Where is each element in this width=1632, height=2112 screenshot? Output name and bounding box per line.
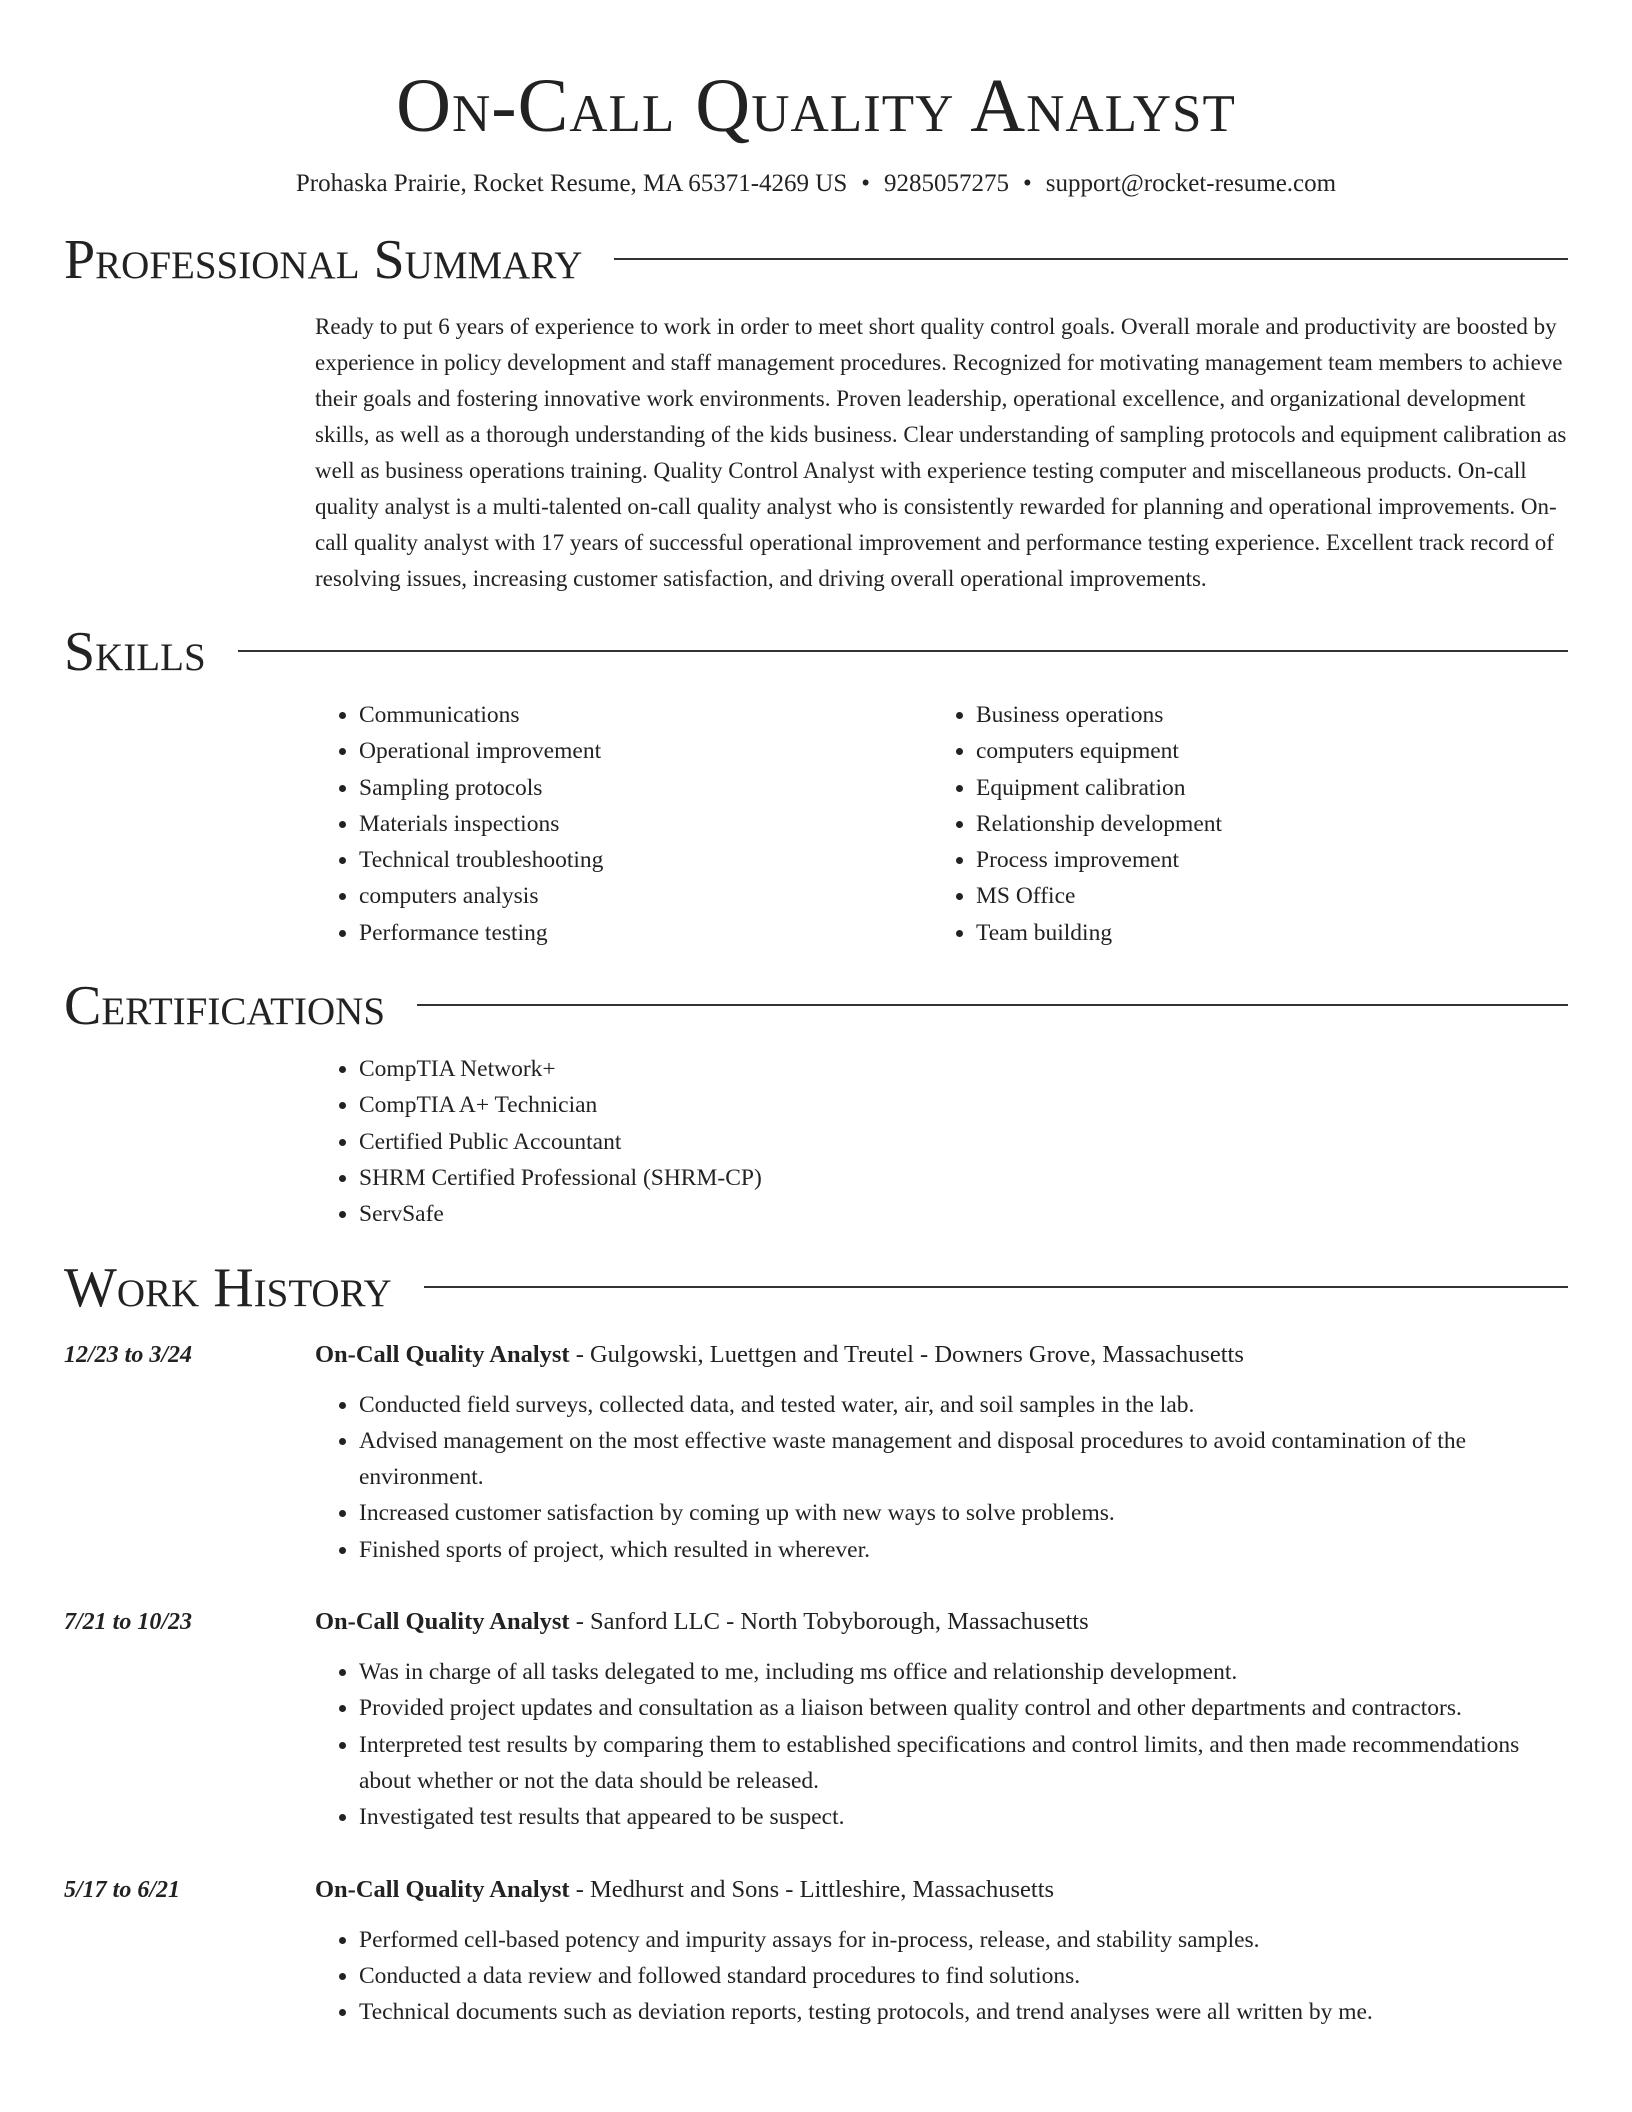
certifications-header xyxy=(64,971,1568,1041)
list-item: • Process improvement xyxy=(976,842,1549,878)
summary-header xyxy=(64,225,1568,295)
list-item: • Operational improvement xyxy=(359,733,932,769)
summary-section xyxy=(64,225,1568,597)
list-item: • CompTIA Network+ xyxy=(359,1051,1568,1087)
job-entry xyxy=(64,1604,1568,1835)
section-divider xyxy=(424,1286,1568,1288)
list-item: • SHRM Certified Professional (SHRM-CP) xyxy=(359,1160,1568,1196)
job-bullets xyxy=(315,1922,1568,2031)
section-divider xyxy=(614,258,1568,260)
job-role: On-Call Quality Analyst xyxy=(315,1608,570,1636)
contact-separator: • xyxy=(861,170,871,197)
skills-body xyxy=(315,697,1568,951)
skills-header xyxy=(64,617,1568,687)
work-heading: Work History xyxy=(64,1256,392,1319)
job-employer: - Gulgowski, Luettgen and Treutel - Downers Grove, Massachusetts xyxy=(569,1340,1244,1368)
list-item: • Materials inspections xyxy=(359,806,932,842)
job-role: On-Call Quality Analyst xyxy=(315,1875,570,1903)
list-item: • CompTIA A+ Technician xyxy=(359,1087,1568,1123)
list-item: • Communications xyxy=(359,697,932,733)
list-item: • Certified Public Accountant xyxy=(359,1124,1568,1160)
list-item: • Sampling protocols xyxy=(359,770,932,806)
list-item: • Investigated test results that appeared to be suspect. xyxy=(359,1799,1568,1835)
list-item: • Performed cell-based potency and impurity assays for in-process, release, and stability samples. xyxy=(359,1922,1568,1958)
job-heading xyxy=(315,1604,1568,1640)
list-item: • Advised management on the most effective waste management and disposal procedures to avoid contamination of the environment. xyxy=(359,1423,1568,1496)
work-jobs xyxy=(64,1337,1568,2031)
section-divider xyxy=(238,650,1568,652)
job-employer: - Sanford LLC - North Tobyborough, Massachusetts xyxy=(569,1608,1089,1636)
job-bullets xyxy=(315,1654,1568,1835)
job-content xyxy=(315,1337,1568,1568)
list-item: • Team building xyxy=(976,915,1549,951)
list-item: • Provided project updates and consultation as a liaison between quality control and other departments and contractors. xyxy=(359,1690,1568,1726)
job-dates: 12/23 to 3/24 xyxy=(64,1341,193,1368)
summary-text: Ready to put 6 years of experience to work in order to meet short quality control goals. Overall morale and productivity are boosted by experience in policy development and staff management procedures. Recognized for motivating management team members to achieve their goals and fostering innovative work environments. Proven leadership, operational excellence, and organizational development skills, as well as a thorough understanding of the kids business. Clear understanding of sampling protocols and equipment calibration as well as business operations training. Quality Control Analyst with experience testing computer and miscellaneous products. On-call quality analyst is a multi-talented on-call quality analyst who is consistently rewarded for planning and operational improvements. On-call quality analyst with 17 years of successful operational improvement and performance testing experience. Excellent track record of resolving issues, increasing customer satisfaction, and driving overall operational improvements. xyxy=(315,314,1567,591)
job-employer: - Medhurst and Sons - Littleshire, Massachusetts xyxy=(569,1875,1055,1903)
skills-section xyxy=(64,617,1568,951)
list-item: • Interpreted test results by comparing them to established specifications and control limits, and then made recommendations about whether or not the data should be released. xyxy=(359,1727,1568,1800)
resume-title: On-Call Quality Analyst xyxy=(396,64,1236,148)
job-entry xyxy=(64,1872,1568,2031)
contact-line xyxy=(64,168,1568,200)
skills-column-right xyxy=(932,697,1549,951)
job-content xyxy=(315,1604,1568,1835)
certifications-body xyxy=(315,1051,1568,1232)
skills-list-left xyxy=(315,697,932,951)
list-item: • Business operations xyxy=(976,697,1549,733)
job-heading xyxy=(315,1872,1568,1908)
skills-heading: Skills xyxy=(64,621,206,683)
job-content xyxy=(315,1872,1568,2031)
list-item: • ServSafe xyxy=(359,1196,1568,1232)
job-bullets xyxy=(315,1387,1568,1568)
contact-separator: • xyxy=(1023,170,1032,197)
list-item: • Finished sports of project, which resulted in wherever. xyxy=(359,1532,1568,1568)
list-item: • Was in charge of all tasks delegated to me, including ms office and relationship development. xyxy=(359,1654,1568,1690)
contact-phone: 9285057275 xyxy=(884,170,1010,197)
work-section xyxy=(64,1253,1568,2031)
job-dates: 7/21 to 10/23 xyxy=(64,1609,193,1636)
list-item: • MS Office xyxy=(976,878,1549,914)
list-item: • Conducted field surveys, collected data, and tested water, air, and soil samples in the lab. xyxy=(359,1387,1568,1423)
list-item: • computers equipment xyxy=(976,733,1549,769)
job-dates: 5/17 to 6/21 xyxy=(64,1876,181,1903)
list-item: • Relationship development xyxy=(976,806,1549,842)
skills-list-right xyxy=(932,697,1549,951)
certifications-section xyxy=(64,971,1568,1232)
job-heading xyxy=(315,1337,1568,1373)
list-item: • Technical troubleshooting xyxy=(359,842,932,878)
job-role: On-Call Quality Analyst xyxy=(315,1340,570,1368)
certifications-list xyxy=(315,1051,1568,1232)
section-divider xyxy=(417,1004,1568,1006)
contact-email: support@rocket-resume.com xyxy=(1045,170,1337,197)
list-item: • Increased customer satisfaction by coming up with new ways to solve problems. xyxy=(359,1495,1568,1531)
job-entry xyxy=(64,1337,1568,1568)
summary-heading: Professional Summary xyxy=(64,229,583,291)
resume-page xyxy=(64,0,1568,2030)
list-item: • Equipment calibration xyxy=(976,770,1549,806)
summary-body xyxy=(315,309,1568,597)
list-item: • Conducted a data review and followed standard procedures to find solutions. xyxy=(359,1958,1568,1994)
skills-column-left xyxy=(315,697,932,951)
list-item: • Performance testing xyxy=(359,915,932,951)
work-header xyxy=(64,1253,1568,1323)
list-item: • Technical documents such as deviation reports, testing protocols, and trend analyses were all written by me. xyxy=(359,1994,1568,2030)
contact-address: Prohaska Prairie, Rocket Resume, MA 65371-4269 US xyxy=(295,170,848,197)
list-item: • computers analysis xyxy=(359,878,932,914)
certifications-heading: Certifications xyxy=(64,975,386,1038)
